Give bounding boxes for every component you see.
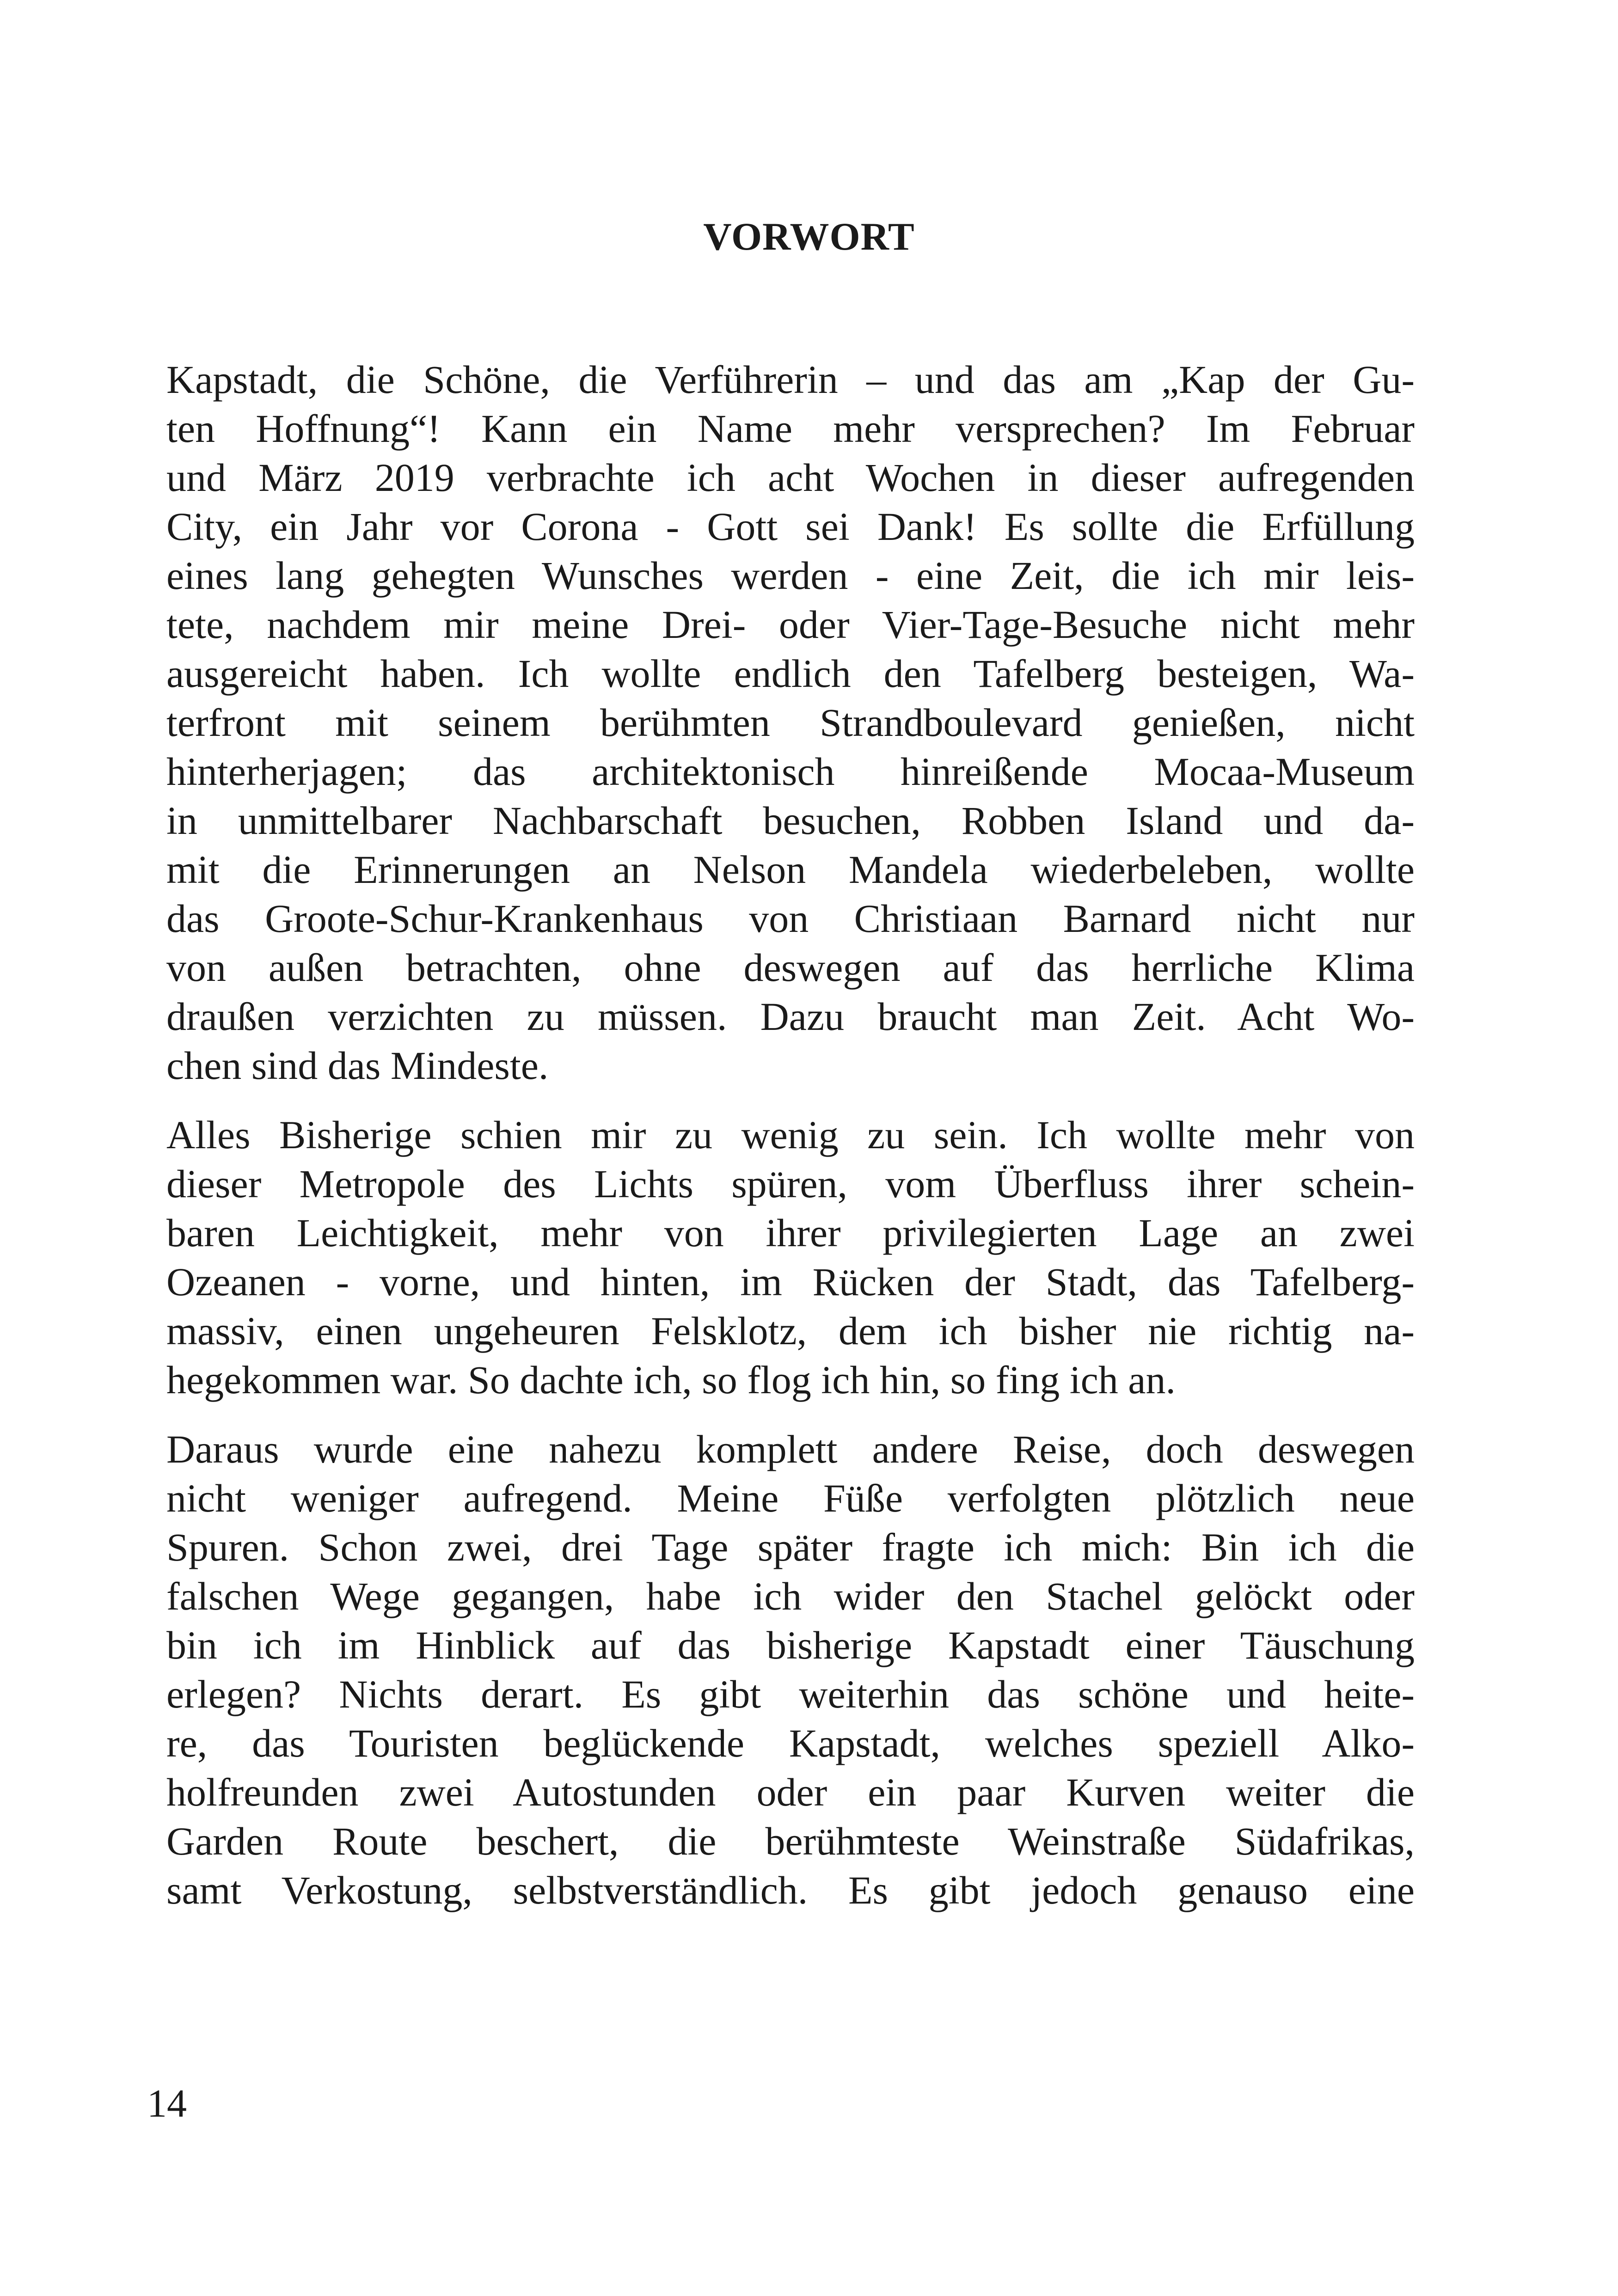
body-text (166, 355, 1415, 1935)
text-line: erlegen? Nichts derart. Es gibt weiterhin das schöne und heite- (166, 1672, 1415, 1716)
text-line: baren Leichtigkeit, mehr von ihrer privilegierten Lage an zwei (166, 1211, 1415, 1255)
text-line: nicht weniger aufregend. Meine Füße verfolgten plötzlich neue (166, 1476, 1415, 1520)
text-line: Alles Bisherige schien mir zu wenig zu sein. Ich wollte mehr von (166, 1113, 1415, 1157)
text-line: das Groote-Schur-Krankenhaus von Christiaan Barnard nicht nur (166, 896, 1415, 941)
text-line: terfront mit seinem berühmten Strandboulevard genießen, nicht (166, 700, 1415, 745)
text-line: Spuren. Schon zwei, drei Tage später fragte ich mich: Bin ich die (166, 1525, 1415, 1569)
text-line: dieser Metropole des Lichts spüren, vom Überfluss ihrer schein- (166, 1162, 1415, 1206)
text-line: holfreunden zwei Autostunden oder ein paar Kurven weiter die (166, 1770, 1415, 1814)
text-line: ausgereicht haben. Ich wollte endlich den Tafelberg besteigen, Wa- (166, 651, 1415, 696)
text-line: und März 2019 verbrachte ich acht Wochen in dieser aufregenden (166, 455, 1415, 500)
text-line: Garden Route beschert, die berühmteste Weinstraße Südafrikas, (166, 1819, 1415, 1863)
text-line: mit die Erinnerungen an Nelson Mandela wiederbeleben, wollte (166, 847, 1415, 892)
text-line: ten Hoffnung“! Kann ein Name mehr versprechen? Im Februar (166, 406, 1415, 451)
chapter-heading: VORWORT (703, 215, 915, 258)
text-line: hegekommen war. So dachte ich, so flog ich hin, so fing ich an. (166, 1358, 1176, 1402)
text-line: hinterherjagen; das architektonisch hinreißende Mocaa-Museum (166, 749, 1415, 794)
text-line: Ozeanen - vorne, und hinten, im Rücken der Stadt, das Tafelberg- (166, 1260, 1415, 1304)
text-line: draußen verzichten zu müssen. Dazu braucht man Zeit. Acht Wo- (166, 994, 1415, 1039)
text-line: City, ein Jahr vor Corona - Gott sei Dank! Es sollte die Erfüllung (166, 504, 1415, 549)
paragraph-2 (166, 1110, 1415, 1404)
paragraph-1 (166, 355, 1415, 1090)
text-line: tete, nachdem mir meine Drei- oder Vier-Tage-Besuche nicht mehr (166, 602, 1415, 647)
text-line: Kapstadt, die Schöne, die Verführerin – und das am „Kap der Gu- (166, 357, 1415, 402)
text-line: re, das Touristen beglückende Kapstadt, welches speziell Alko- (166, 1721, 1415, 1765)
page-number: 14 (147, 2081, 187, 2125)
text-line: samt Verkostung, selbstverständlich. Es gibt jedoch genauso eine (166, 1868, 1415, 1912)
text-line: von außen betrachten, ohne deswegen auf das herrliche Klima (166, 945, 1415, 990)
text-line: falschen Wege gegangen, habe ich wider den Stachel gelöckt oder (166, 1574, 1415, 1618)
text-line: Daraus wurde eine nahezu komplett andere Reise, doch deswegen (166, 1427, 1415, 1471)
text-line: massiv, einen ungeheuren Felsklotz, dem ich bisher nie richtig na- (166, 1309, 1415, 1353)
text-line: bin ich im Hinblick auf das bisherige Kapstadt einer Täuschung (166, 1623, 1415, 1667)
text-line: eines lang gehegten Wunsches werden - eine Zeit, die ich mir leis- (166, 553, 1415, 598)
paragraph-3 (166, 1425, 1415, 1915)
text-line: in unmittelbarer Nachbarschaft besuchen, Robben Island und da- (166, 798, 1415, 843)
text-line: chen sind das Mindeste. (166, 1043, 549, 1088)
